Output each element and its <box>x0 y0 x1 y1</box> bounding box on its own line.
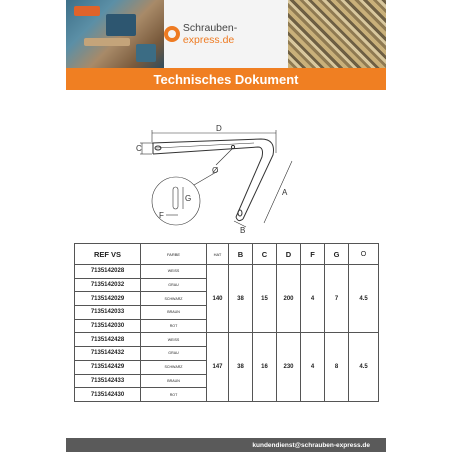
g-cell: 7 <box>325 265 349 333</box>
hat-cell: 147 <box>207 333 229 401</box>
c-cell: 15 <box>253 265 277 333</box>
bracket-outline-outer <box>152 139 274 219</box>
ref-cell: 7135142033 <box>75 306 141 320</box>
label-c: C <box>136 144 142 153</box>
color-cell: ROT <box>141 319 207 333</box>
ref-cell: 7135142429 <box>75 360 141 374</box>
hat-cell: 140 <box>207 265 229 333</box>
ref-cell: 7135142032 <box>75 278 141 292</box>
d-cell: 200 <box>277 265 301 333</box>
table-row <box>75 265 379 279</box>
c-cell: 16 <box>253 333 277 401</box>
header-f: F <box>301 244 325 265</box>
header-o: O <box>349 244 379 265</box>
document-title-bar <box>66 68 386 90</box>
f-cell: 4 <box>301 333 325 401</box>
color-cell: BRAUN <box>141 306 207 320</box>
tools-photo <box>66 0 164 68</box>
ref-cell: 7135142432 <box>75 347 141 361</box>
bracket-end-bottom <box>236 217 243 221</box>
header-banner <box>66 0 386 68</box>
dim-a-line <box>264 161 292 223</box>
color-cell: ROT <box>141 388 207 402</box>
header-g: G <box>325 244 349 265</box>
header-d: D <box>277 244 301 265</box>
photo-detail <box>136 44 156 62</box>
label-d: D <box>216 124 222 133</box>
logo-text-part1: Schrauben- <box>182 22 238 34</box>
d-cell: 230 <box>277 333 301 401</box>
label-g: G <box>185 194 192 203</box>
logo-text-part2: express.de <box>182 34 235 46</box>
spec-table <box>74 243 379 402</box>
label-f: F <box>159 211 164 220</box>
o-cell: 4.5 <box>349 333 379 401</box>
color-cell: WEISS <box>141 333 207 347</box>
table-header-row <box>75 244 379 265</box>
ref-cell: 7135142430 <box>75 388 141 402</box>
photo-detail <box>106 14 136 36</box>
ref-cell: 7135142029 <box>75 292 141 306</box>
header-farbe: FARBE <box>141 244 207 265</box>
color-cell: GRAU <box>141 347 207 361</box>
label-a: A <box>282 188 288 197</box>
ref-cell: 7135142030 <box>75 319 141 333</box>
label-diameter: Ø <box>212 166 219 175</box>
header-ref: REF VS <box>75 244 141 265</box>
color-cell: GRAU <box>141 278 207 292</box>
ref-cell: 7135142433 <box>75 374 141 388</box>
technical-drawing <box>136 123 316 233</box>
table-row <box>75 333 379 347</box>
bracket-rib <box>156 143 254 148</box>
screws-photo <box>288 0 386 68</box>
footer-bar <box>66 438 386 452</box>
center-hole <box>231 145 234 148</box>
color-cell: WEISS <box>141 265 207 279</box>
color-cell: SCHWARZ <box>141 360 207 374</box>
brand-logo <box>164 0 288 68</box>
dim-o-leader <box>216 149 232 165</box>
detail-slot <box>173 187 178 209</box>
photo-detail <box>84 38 130 46</box>
header-hat: HAT <box>207 244 229 265</box>
ref-cell: 7135142028 <box>75 265 141 279</box>
document-page <box>66 0 386 452</box>
g-cell: 8 <box>325 333 349 401</box>
header-b: B <box>229 244 253 265</box>
footer-email-link[interactable]: kundendienst@schrauben-express.de <box>252 441 370 449</box>
ref-cell: 7135142428 <box>75 333 141 347</box>
f-cell: 4 <box>301 265 325 333</box>
label-b: B <box>240 226 246 233</box>
o-cell: 4.5 <box>349 265 379 333</box>
logo-text <box>183 22 288 46</box>
header-c: C <box>253 244 277 265</box>
color-cell: SCHWARZ <box>141 292 207 306</box>
b-cell: 38 <box>229 333 253 401</box>
color-cell: BRAUN <box>141 374 207 388</box>
logo-icon <box>164 26 180 42</box>
bracket-outline-inner <box>153 147 263 217</box>
b-cell: 38 <box>229 265 253 333</box>
photo-detail <box>74 6 100 16</box>
hole-bottom <box>238 210 242 216</box>
document-title: Technisches Dokument <box>153 71 299 87</box>
